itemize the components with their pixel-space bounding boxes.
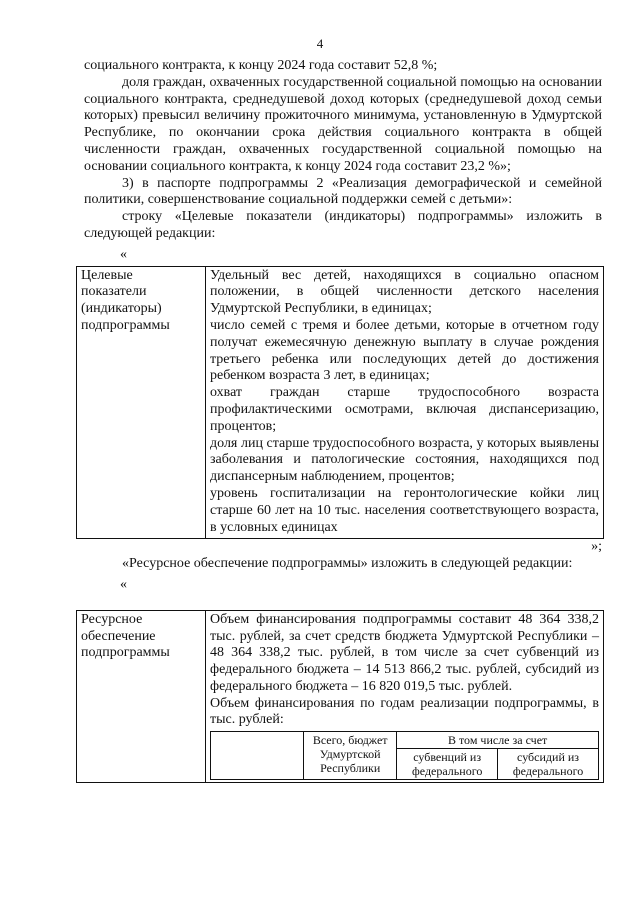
opening-quote: « [120,246,127,262]
paragraph: строку «Целевые показатели (индикаторы) подпрограммы» изложить в следующей редакции: [84,209,602,241]
row-label: Ресурсное обеспечение подпрограммы [77,610,206,783]
row-value [206,266,604,539]
list-item: уровень госпитализации на геронтологические койки лиц старше 60 лет на 10 тыс. населения соответствующего возраста, в условных единицах [210,485,599,535]
targets-table [76,266,604,540]
row-value [206,610,604,783]
funding-by-year-table [210,731,599,780]
header-subventions: субвенций из федерального [397,749,498,780]
paragraph: 3) в паспорте подпрограммы 2 «Реализация демографической и семейной политики, совершенствование социальной поддержки семей с детьми»: [84,175,602,208]
paragraph: социального контракта, к концу 2024 года составит 52,8 %; [84,58,438,73]
list-item: охват граждан старше трудоспособного возраста профилактическими осмотрами, включая диспансеризацию, процентов; [210,385,599,434]
opening-quote: « [120,576,127,592]
row-label: Целевые показатели (индикаторы) подпрограммы [77,266,206,539]
list-item: Удельный вес детей, находящихся в социально опасном положении, в общей численности детского населения Удмуртской Республики, в единицах; [210,267,599,317]
header-subsidies: субсидий из федерального [498,749,599,780]
table-row [77,610,604,783]
paragraph: доля граждан, охваченных государственной социальной помощью на основании социального контракта, среднедушевой доход которых (среднедушевой доход семьи которых) превысил величину прожиточного минимума, установленную в Удмуртской Республике, по окончании срока действия социального контракта в общей численности граждан, охваченных государственной социальной помощью на основании социального контракта, к концу 2024 года составит 23,2 %»; [84,74,602,174]
list-item: Объем финансирования по годам реализации подпрограммы, в тыс. рублей: [210,695,599,728]
table-row [77,266,604,539]
header-group: В том числе за счет [397,732,599,749]
closing-quote: »; [591,539,602,555]
header-total: Всего, бюджет Удмуртской Республики [304,732,397,780]
list-item: доля лиц старше трудоспособного возраста, у которых выявлены заболевания и патологические состояния, находящихся под диспансерным наблюдением, процентов; [210,435,599,485]
table-header-row [211,732,599,749]
list-item: Объем финансирования подпрограммы составит 48 364 338,2 тыс. рублей, за счет средств бюджета Удмуртской Республики – 48 364 338,2 тыс. рублей, в том числе за счет субвенций из федерального бюджета – 14 513 866,2 тыс. рублей, субсидий из федерального бюджета – 16 820 019,5 тыс. рублей. [210,611,599,694]
document-body [81,58,602,783]
header-year [211,732,304,780]
list-item: число семей с тремя и более детьми, которые в отчетном году получат ежемесячную денежную выплату в случае рождения третьего ребенка или последующих детей до достижения ребенком возраста 3 лет, в единицах; [210,317,599,384]
page-number: 4 [316,36,324,51]
paragraph: «Ресурсное обеспечение подпрограммы» изложить в следующей редакции: [122,556,573,572]
resources-table [76,610,604,784]
